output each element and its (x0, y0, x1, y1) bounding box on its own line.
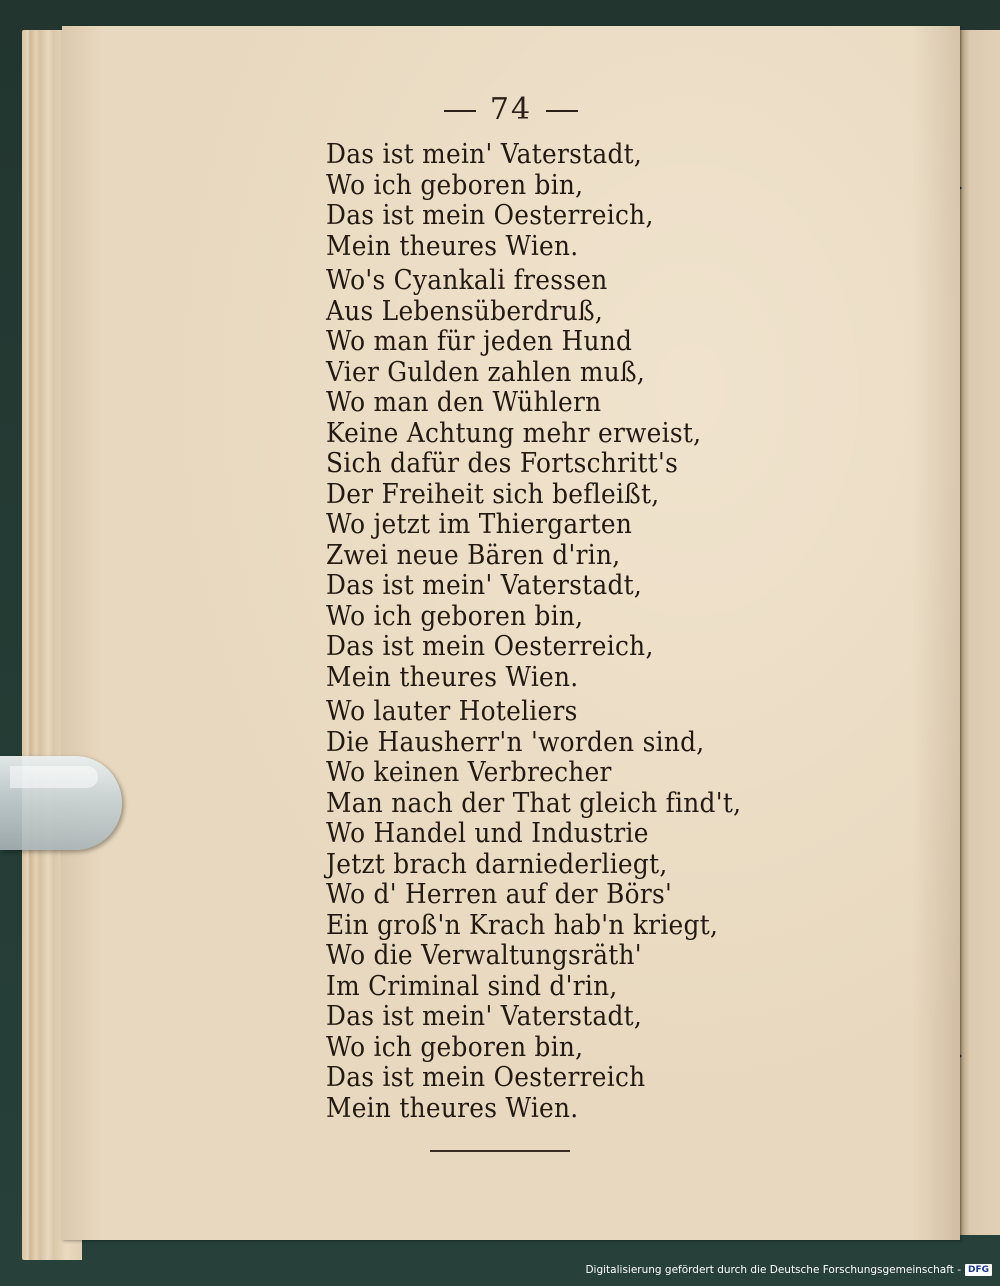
end-rule (430, 1150, 570, 1152)
poem-line: Wo d' Herren auf der Börs' (326, 879, 673, 910)
credit-text: Digitalisierung gefördert durch die Deutsche Forschungsgemeinschaft - (585, 1264, 961, 1276)
poem-line: Mein theures Wien. (326, 661, 579, 693)
poem-line: Das ist mein' Vaterstadt, (326, 570, 643, 601)
page-clip (0, 756, 122, 850)
book-page (62, 26, 960, 1240)
poem-line: Mein theures Wien. (326, 1092, 579, 1124)
poem-line: Wo ich geboren bin, (326, 600, 584, 632)
poem-line: Im Criminal sind d'rin, (326, 970, 618, 1002)
poem-line: Das ist mein Oesterreich, (326, 631, 654, 662)
poem-line: Wo lauter Hoteliers (326, 696, 578, 727)
poem-line: Wo man den Wühlern (326, 387, 602, 418)
poem-line: Wo ich geboren bin, (326, 169, 584, 201)
poem-line: Wo keinen Verbrecher (326, 757, 612, 788)
page-number-value: 74 (489, 92, 533, 127)
poem-line: Wo Handel und Industrie (326, 818, 649, 849)
poem-line: Das ist mein Oesterreich (326, 1062, 646, 1093)
facing-page-edge (958, 30, 1000, 1235)
poem-text (326, 140, 846, 1128)
page-number (62, 92, 960, 127)
poem-line: Das ist mein' Vaterstadt, (326, 1001, 643, 1032)
stanza (326, 266, 846, 693)
poem-line: Wo man für jeden Hund (326, 326, 633, 357)
poem-line: Wo jetzt im Thiergarten (326, 509, 633, 540)
poem-line: Wo ich geboren bin, (326, 1031, 584, 1063)
poem-line: Mein theures Wien. (326, 230, 579, 262)
poem-line: Wo's Cyankali fressen (326, 265, 608, 296)
page-number-dash-right (546, 110, 578, 112)
poem-line: Aus Lebensüberdruß, (326, 295, 604, 327)
poem-line: Vier Gulden zahlen muß, (326, 356, 646, 388)
dfg-logo: DFG (965, 1264, 992, 1276)
digitization-credit (585, 1260, 992, 1280)
stanza (326, 140, 846, 262)
poem-line: Keine Achtung mehr erweist, (326, 417, 702, 449)
poem-line: Ein groß'n Krach hab'n kriegt, (326, 909, 719, 941)
poem-line: Zwei neue Bären d'rin, (326, 539, 621, 571)
poem-line: Jetzt brach darniederliegt, (326, 848, 668, 880)
poem-line: Der Freiheit sich befleißt, (326, 478, 660, 510)
poem-line: Das ist mein' Vaterstadt, (326, 139, 643, 170)
poem-line: Die Hausherr'n 'worden sind, (326, 726, 705, 758)
poem-line: Man nach der That gleich find't, (326, 787, 742, 819)
page-number-dash-left (444, 110, 476, 112)
poem-line: Wo die Verwaltungsräth' (326, 940, 642, 971)
poem-line: Sich dafür des Fortschritt's (326, 448, 679, 479)
poem-line: Das ist mein Oesterreich, (326, 200, 654, 231)
stanza (326, 697, 846, 1124)
